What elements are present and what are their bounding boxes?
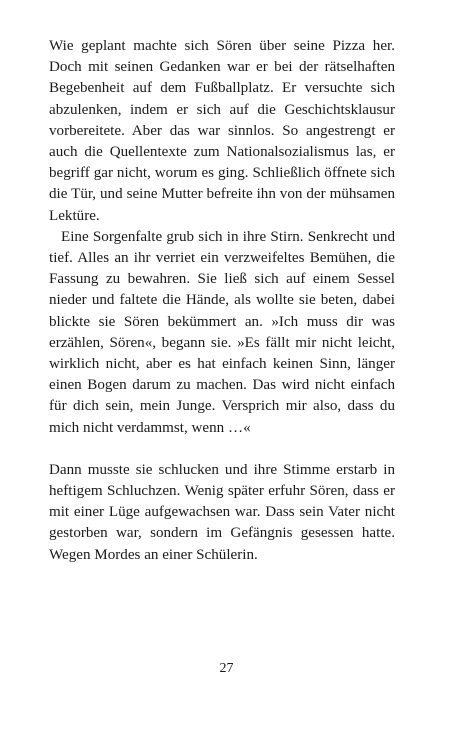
paragraph-1: Wie geplant machte sich Sören über seine Pizza her. Doch mit seinen Gedanken war er bei der rätselhaften Begebenheit auf dem Fußballplatz. Er versuchte sich abzulenken, indem er sich auf die Geschichtsklausur vorbereitete. Aber das war sinnlos. So angestrengt er auch die Quellentexte zum Nationalsozialismus las, er begriff gar nicht, worum es ging. Schließlich öffnete sich die Tür, und seine Mutter befreite ihn von der mühsamen Lektüre.	[49, 38, 395, 224]
page-number: 27	[219, 661, 234, 676]
body-text	[49, 36, 395, 566]
paragraph-3: Dann musste sie schlucken und ihre Stimme erstarb in heftigem Schluchzen. Wenig später erfuhr Sören, dass er mit einer Lüge aufgewachsen war. Dass sein Vater nicht gestorben war, sondern im Gefängnis gesessen hatte. Wegen Mordes an einer Schülerin.	[49, 461, 395, 563]
paragraph-2: Eine Sorgenfalte grub sich in ihre Stirn. Senkrecht und tief. Alles an ihr verriet ein verzweifeltes Bemühen, die Fassung zu bewahren. Sie ließ sich auf einem Sessel nieder und faltete die Hände, als wollte sie beten, dabei blickte sie Sören bekümmert an. »Ich muss dir was erzählen, Sören«, begann sie. »Es fällt mir nicht leicht, wirklich nicht, aber es hat einfach keinen Sinn, länger einen Bogen darum zu machen. Das wird nicht einfach für dich sein, mein Junge. Versprich mir also, dass du mich nicht verdammst, wenn …«	[49, 228, 395, 436]
